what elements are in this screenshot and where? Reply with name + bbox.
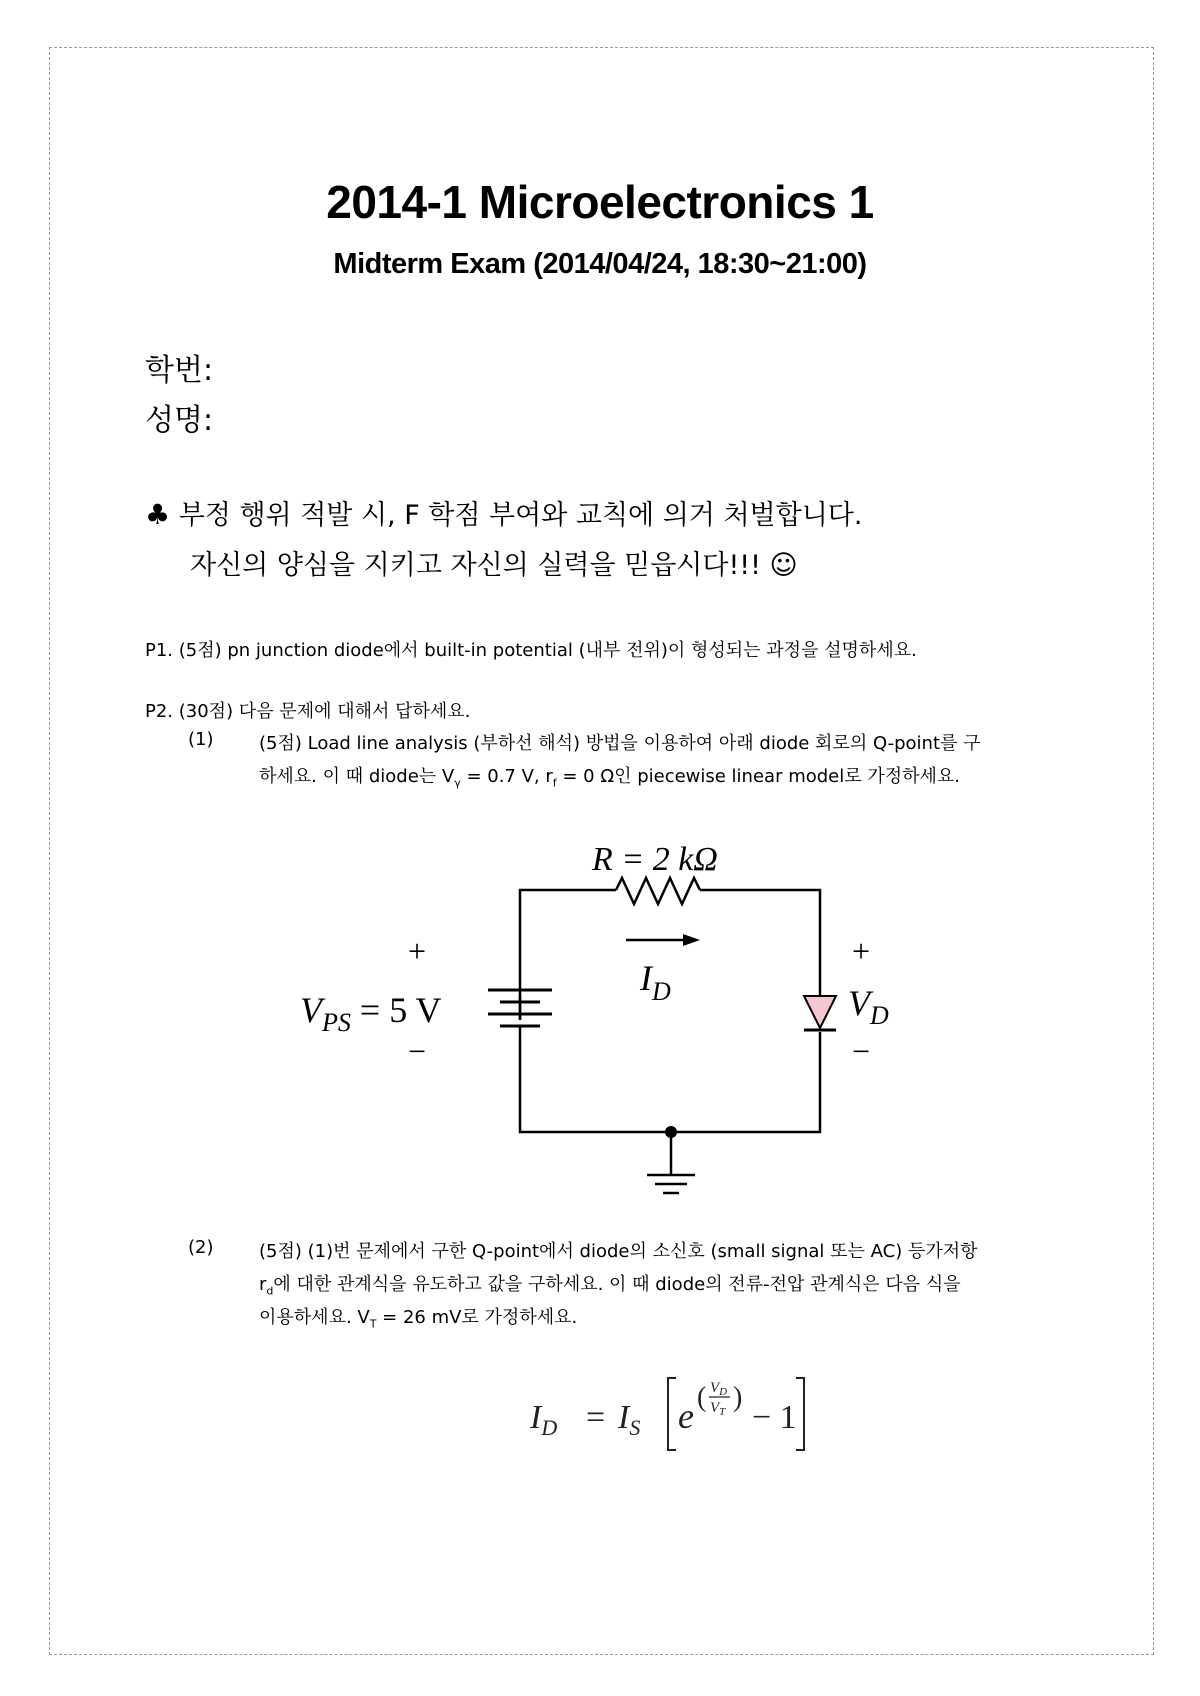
diode-plus: + (852, 933, 871, 969)
diode-symbol (804, 996, 836, 1030)
problem-2-2-line-1: (5점) (1)번 문제에서 구한 Q-point에서 diode의 소신호 (small signal 또는 AC) 등가저항 (259, 1241, 978, 1262)
junction-dot (665, 1126, 677, 1138)
svg-text:ID: $I_D$ (530, 1399, 558, 1440)
problem-2-1-line-1: (5점) Load line analysis (부하선 해석) 방법을 이용하여 아래 diode 회로의 Q-point를 구 (259, 733, 981, 754)
diode-minus: − (852, 1033, 871, 1069)
svg-text:VD: $V_D$ (710, 1380, 728, 1398)
exam-title: 2014-1 Microelectronics 1 (326, 176, 874, 228)
problem-2-1-line-2: 하세요. 이 때 diode는 $V_\gamma = 0.7$ V, $r_f = 0$ Ω인 piecewise linear model로 가정하세요. (259, 766, 961, 790)
svg-text:− 1: − 1 (752, 1399, 797, 1436)
ground-symbol (647, 1175, 695, 1193)
source-minus: − (408, 1033, 427, 1069)
source-plus: + (408, 933, 427, 969)
problem-2-2-line-3: 이용하세요. $V_T = 26$ mV로 가정하세요. (259, 1307, 578, 1331)
svg-text:): ) (733, 1382, 743, 1413)
svg-text:=: = (586, 1399, 606, 1436)
svg-text:(: ( (697, 1382, 707, 1413)
diode-voltage-label: $V_D$ (848, 983, 889, 1030)
problem-1: P1. (5점) pn junction diode에서 built-in potential (내부 전위)이 형성되는 과정을 설명하세요. (145, 640, 917, 661)
svg-text:VT: $V_T$ (710, 1400, 726, 1418)
resistor-label: R = 2 kΩ (592, 841, 718, 878)
warning-text-1: 부정 행위 적발 시, F 학점 부여와 교칙에 의거 처벌합니다. (178, 500, 863, 531)
current-label: $I_D$ (640, 958, 671, 1006)
exam-subtitle: Midterm Exam (2014/04/24, 18:30~21:00) (333, 248, 867, 280)
student-id-label: 학번: (145, 353, 214, 388)
name-label: 성명: (145, 403, 214, 438)
warning-line-2: 자신의 양심을 지키고 자신의 실력을 믿읍시다!!! ☺ (190, 550, 798, 581)
svg-text:IS: $I_S$ (618, 1399, 641, 1440)
svg-text:e: e (678, 1396, 694, 1436)
resistor-symbol (616, 878, 700, 904)
warning-line-1 (145, 493, 862, 532)
problem-2-2-number: (2) (188, 1237, 214, 1258)
problem-2-1-number: (1) (188, 729, 214, 750)
club-suit-icon: ♣ (145, 498, 171, 531)
problem-2: P2. (30점) 다음 문제에 대해서 답하세요. (145, 701, 471, 722)
current-arrow (626, 934, 700, 946)
problem-2-2-line-2: $r_d$에 대한 관계식을 유도하고 값을 구하세요. 이 때 diode의 전류-전압 관계식은 다음 식을 (259, 1274, 961, 1298)
diode-circuit-diagram (300, 830, 920, 1220)
source-label: $V_{PS} = 5$ V (300, 990, 442, 1037)
diode-equation (530, 1370, 810, 1460)
